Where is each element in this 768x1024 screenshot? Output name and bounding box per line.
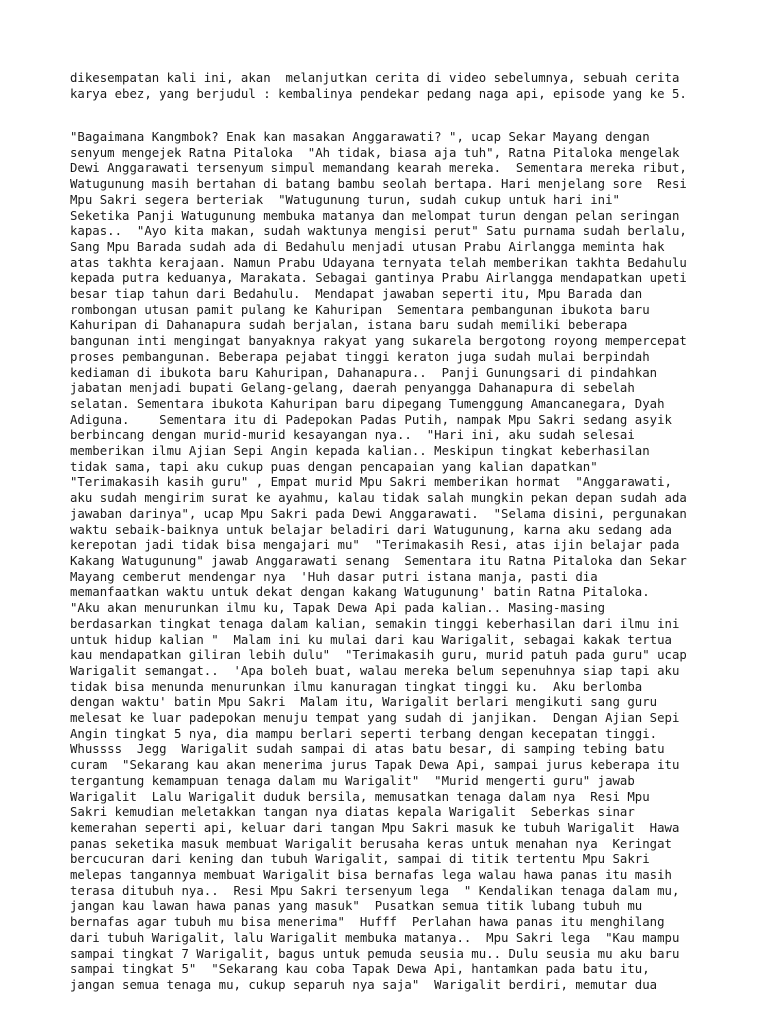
story-line: curam "Sekarang kau akan menerima jurus Tapak Dewa Api, sampai jurus keberapa itu <box>70 758 680 773</box>
story-line: Angin tingkat 5 nya, dia mampu berlari seperti terbang dengan kecepatan tinggi. <box>70 726 658 741</box>
story-line: kemerahan seperti api, keluar dari tangan Mpu Sakri masuk ke tubuh Warigalit Hawa <box>70 820 680 835</box>
story-line: kapas.. "Ayo kita makan, sudah waktunya mengisi perut" Satu purnama sudah berlalu, <box>70 224 687 239</box>
story-line: memanfaatkan waktu untuk dekat dengan kakang Watugunung' batin Ratna Pitaloka. <box>70 585 650 600</box>
story-line: kerepotan jadi tidak bisa mengajari mu" "Terimakasih Resi, atas ijin belajar pada <box>70 538 680 553</box>
story-line: kepada putra keduanya, Marakata. Sebagai gantinya Prabu Airlangga mendapatkan upeti <box>70 271 687 286</box>
story-line: tergantung kemampuan tenaga dalam mu Warigalit" "Murid mengerti guru" jawab <box>70 773 635 788</box>
story-line: Mayang cemberut mendengar nya 'Huh dasar putri istana manja, pasti dia <box>70 569 598 584</box>
story-line: memberikan ilmu Ajian Sepi Angin kepada kalian.. Meskipun tingkat keberhasilan <box>70 444 650 459</box>
story-line: senyum mengejek Ratna Pitaloka "Ah tidak, biasa aja tuh", Ratna Pitaloka mengelak <box>70 145 680 160</box>
story-line: Sakri kemudian meletakkan tangan nya diatas kepala Warigalit Seberkas sinar <box>70 805 635 820</box>
story-line: tidak bisa menunda menurunkan ilmu kanuragan tingkat tinggi ku. Aku berlomba <box>70 679 643 694</box>
story-line: Watugunung masih bertahan di batang bambu seolah bertapa. Hari menjelang sore Resi <box>70 177 687 192</box>
story-line: dari tubuh Warigalit, lalu Warigalit membuka matanya.. Mpu Sakri lega "Kau mampu <box>70 930 680 945</box>
story-line: Adiguna. Sementara itu di Padepokan Padas Putih, nampak Mpu Sakri sedang asyik <box>70 412 672 427</box>
story-line: rombongan utusan pamit pulang ke Kahuripan Sementara pembangunan ibukota baru <box>70 302 650 317</box>
story-line: jawaban darinya", ucap Mpu Sakri pada Dewi Anggarawati. "Selama disini, pergunakan <box>70 506 687 521</box>
story-line: jangan semua tenaga mu, cukup separuh nya saja" Warigalit berdiri, memutar dua <box>70 977 658 992</box>
story-line: bercucuran dari kening dan tubuh Warigalit, sampai di titik tertentu Mpu Sakri <box>70 852 650 867</box>
story-paragraph <box>70 130 760 994</box>
story-line: bernafas agar tubuh mu bisa menerima" Hufff Perlahan hawa panas itu menghilang <box>70 915 665 930</box>
story-line: "Aku akan menurunkan ilmu ku, Tapak Dewa Api pada kalian.. Masing-masing <box>70 601 606 616</box>
story-line: bangunan inti mengingat banyaknya rakyat yang sukarela bergotong royong mempercepat <box>70 334 687 349</box>
story-line: panas seketika masuk membuat Warigalit berusaha keras untuk menahan nya Keringat <box>70 836 672 851</box>
story-line: kau mendapatkan giliran lebih dulu" "Terimakasih guru, murid patuh pada guru" ucap <box>70 648 687 663</box>
intro-paragraph <box>70 71 760 102</box>
story-line: dengan waktu' batin Mpu Sakri Malam itu, Warigalit berlari mengikuti sang guru <box>70 695 658 710</box>
story-line: aku sudah mengirim surat ke ayahmu, kalau tidak salah mungkin pekan depan sudah ada <box>70 491 687 506</box>
story-line: tidak sama, tapi aku cukup puas dengan pencapaian yang kalian dapatkan" <box>70 459 598 474</box>
story-line: besar tiap tahun dari Bedahulu. Mendapat jawaban seperti itu, Mpu Barada dan <box>70 287 643 302</box>
story-line: "Terimakasih kasih guru" , Empat murid Mpu Sakri memberikan hormat "Anggarawati, <box>70 475 672 490</box>
story-line: berbincang dengan murid-murid kesayangan nya.. "Hari ini, aku sudah selesai <box>70 428 635 443</box>
story-line: Warigalit semangat.. 'Apa boleh buat, walau mereka belum sepenuhnya siap tapi aku <box>70 663 680 678</box>
story-line: jangan kau lawan hawa panas yang masuk" Pusatkan semua titik lubang tubuh mu <box>70 899 643 914</box>
story-line: kediaman di ibukota baru Kahuripan, Dahanapura.. Panji Gunungsari di pindahkan <box>70 365 658 380</box>
story-line: Whussss Jegg Warigalit sudah sampai di atas batu besar, di samping tebing batu <box>70 742 665 757</box>
story-line: Mpu Sakri segera berteriak "Watugunung turun, sudah cukup untuk hari ini" <box>70 192 620 207</box>
story-line: berdasarkan tingkat tenaga dalam kalian, semakin tinggi keberhasilan dari ilmu ini <box>70 616 680 631</box>
story-line: Sang Mpu Barada sudah ada di Bedahulu menjadi utusan Prabu Airlangga meminta hak <box>70 239 665 254</box>
story-line: selatan. Sementara ibukota Kahuripan baru dipegang Tumenggung Amancanegara, Dyah <box>70 396 665 411</box>
story-line: "Bagaimana Kangmbok? Enak kan masakan Anggarawati? ", ucap Sekar Mayang dengan <box>70 130 650 144</box>
story-line: untuk hidup kalian " Malam ini ku mulai dari kau Warigalit, sebagai kakak tertua <box>70 632 672 647</box>
story-line: Dewi Anggarawati tersenyum simpul memandang kearah mereka. Sementara mereka ribut, <box>70 161 687 176</box>
story-line: Kahuripan di Dahanapura sudah berjalan, istana baru sudah memiliki beberapa <box>70 318 628 333</box>
story-line: terasa ditubuh nya.. Resi Mpu Sakri tersenyum lega " Kendalikan tenaga dalam mu, <box>70 883 680 898</box>
story-line: melesat ke luar padepokan menuju tempat yang sudah di janjikan. Dengan Ajian Sepi <box>70 711 680 726</box>
story-line: waktu sebaik-baiknya untuk belajar beladiri dari Watugunung, karna aku sedang ada <box>70 522 672 537</box>
story-line: Warigalit Lalu Warigalit duduk bersila, memusatkan tenaga dalam nya Resi Mpu <box>70 789 650 804</box>
story-line: proses pembangunan. Beberapa pejabat tinggi keraton juga sudah mulai berpindah <box>70 349 650 364</box>
intro-line: karya ebez, yang berjudul : kembalinya pendekar pedang naga api, episode yang ke 5. <box>70 86 687 101</box>
story-line: sampai tingkat 5" "Sekarang kau coba Tapak Dewa Api, hantamkan pada batu itu, <box>70 962 650 977</box>
story-line: jabatan menjadi bupati Gelang-gelang, daerah penyangga Dahanapura di sebelah <box>70 381 635 396</box>
intro-line: dikesempatan kali ini, akan melanjutkan cerita di video sebelumnya, sebuah cerita <box>70 71 680 85</box>
story-line: melepas tangannya membuat Warigalit bisa bernafas lega walau hawa panas itu masih <box>70 868 672 883</box>
story-line: atas takhta kerajaan. Namun Prabu Udayana ternyata telah memberikan takhta Bedahulu <box>70 255 687 270</box>
story-line: sampai tingkat 7 Warigalit, bagus untuk pemuda seusia mu.. Dulu seusia mu aku baru <box>70 946 680 961</box>
story-line: Seketika Panji Watugunung membuka matanya dan melompat turun dengan pelan seringan <box>70 208 680 223</box>
story-line: Kakang Watugunung" jawab Anggarawati senang Sementara itu Ratna Pitaloka dan Sekar <box>70 553 687 568</box>
